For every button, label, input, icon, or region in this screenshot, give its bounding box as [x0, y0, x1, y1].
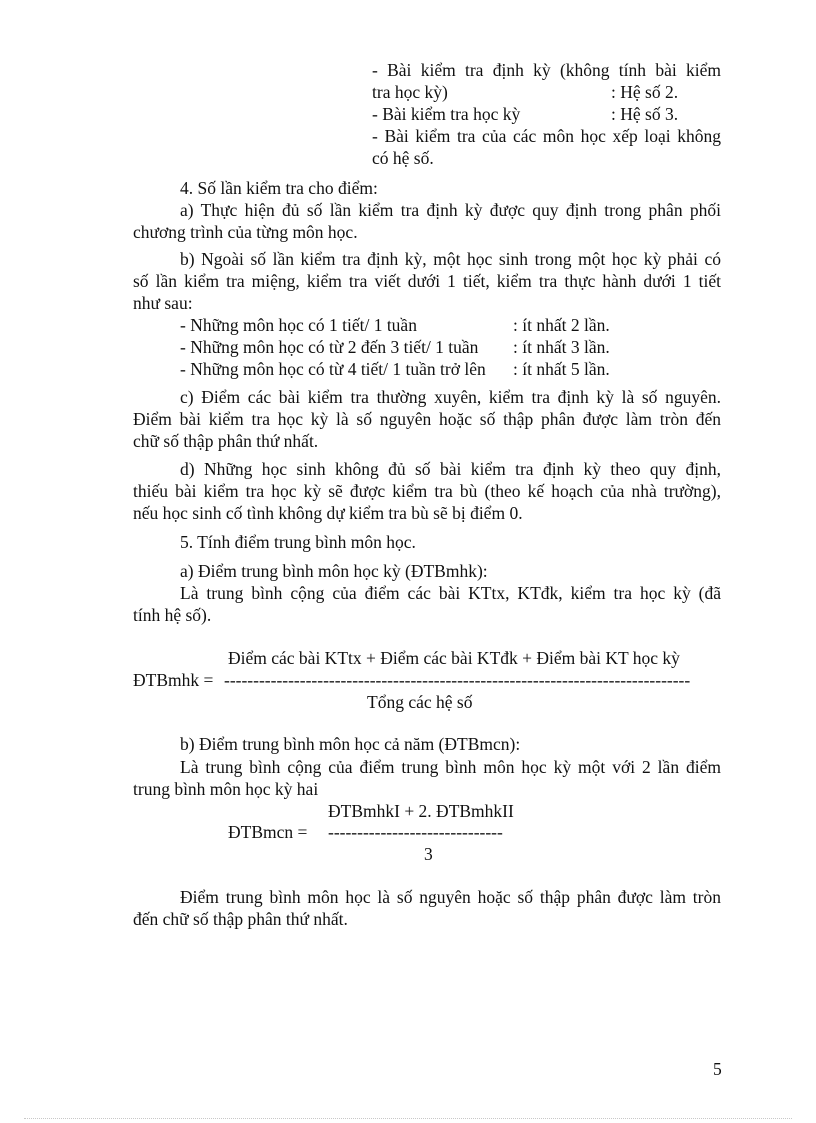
list-item-periodic-test-cont: tra học kỳ)	[372, 82, 448, 102]
page-bottom-dotted-rule	[24, 1118, 792, 1119]
rule-subject: - Những môn học có từ 4 tiết/ 1 tuần trở lên	[180, 359, 486, 379]
formula-1-numerator: Điểm các bài KTtx + Điểm các bài KTđk + Điểm bài KT học kỳ	[228, 648, 680, 668]
section-5-heading: 5. Tính điểm trung bình môn học.	[180, 532, 416, 552]
rule-count: : ít nhất 3 lần.	[513, 337, 610, 357]
section-5a-heading: a) Điểm trung bình môn học kỳ (ĐTBmhk):	[180, 561, 488, 581]
rule-count: : ít nhất 5 lần.	[513, 359, 610, 379]
section-4c-line: Điểm bài kiểm tra học kỳ là số nguyên hoặc số thập phân được làm tròn đến	[133, 409, 721, 429]
section-4a-line: chương trình của từng môn học.	[133, 222, 358, 242]
page-number: 5	[713, 1059, 722, 1079]
formula-2-lhs: ĐTBmcn =	[228, 822, 308, 842]
rule-count: : ít nhất 2 lần.	[513, 315, 610, 335]
section-5b-line: trung bình môn học kỳ hai	[133, 779, 319, 799]
section-4c-line: c) Điểm các bài kiểm tra thường xuyên, kiểm tra định kỳ là số nguyên.	[180, 387, 721, 407]
section-4-heading: 4. Số lần kiểm tra cho điểm:	[180, 178, 378, 198]
list-item-periodic-test: - Bài kiểm tra định kỳ (không tính bài kiểm	[372, 60, 721, 80]
section-5a-line: tính hệ số).	[133, 605, 212, 625]
section-4b-line: b) Ngoài số lần kiểm tra định kỳ, một học sinh trong một học kỳ phải có	[180, 249, 721, 269]
section-5a-line: Là trung bình cộng của điểm các bài KTtx, KTđk, kiểm tra học kỳ (đã	[180, 583, 721, 603]
section-4d-line: d) Những học sinh không đủ số bài kiểm tra định kỳ theo quy định,	[180, 459, 721, 479]
section-4b-line: như sau:	[133, 293, 193, 313]
list-item-ranked-subjects-cont: có hệ số.	[372, 148, 434, 168]
formula-2-denominator: 3	[424, 844, 433, 864]
formula-1-fraction-bar: --------------------------------------------------------------------------------	[224, 670, 690, 690]
formula-1-lhs: ĐTBmhk =	[133, 670, 214, 690]
section-4a-line: a) Thực hiện đủ số lần kiểm tra định kỳ được quy định trong phân phối	[180, 200, 721, 220]
section-4d-line: nếu học sinh cố tình không dự kiểm tra bù sẽ bị điểm 0.	[133, 503, 523, 523]
rule-subject: - Những môn học có từ 2 đến 3 tiết/ 1 tuần	[180, 337, 479, 357]
coefficient-3: : Hệ số 3.	[611, 104, 679, 124]
section-4b-line: số lần kiểm tra miệng, kiểm tra viết dưới 1 tiết, kiểm tra thực hành dưới 1 tiết	[133, 271, 721, 291]
final-paragraph-line: đến chữ số thập phân thứ nhất.	[133, 909, 348, 929]
section-5b-heading: b) Điểm trung bình môn học cả năm (ĐTBmcn):	[180, 734, 521, 754]
rule-subject: - Những môn học có 1 tiết/ 1 tuần	[180, 315, 417, 335]
formula-2-fraction-bar: ------------------------------	[328, 822, 503, 842]
formula-2-numerator: ĐTBmhkI + 2. ĐTBmhkII	[328, 801, 514, 821]
section-4c-line: chữ số thập phân thứ nhất.	[133, 431, 319, 451]
coefficient-2: : Hệ số 2.	[611, 82, 679, 102]
list-item-ranked-subjects: - Bài kiểm tra của các môn học xếp loại không	[372, 126, 721, 146]
section-5b-line: Là trung bình cộng của điểm trung bình môn học kỳ một với 2 lần điểm	[180, 757, 721, 777]
section-4d-line: thiếu bài kiểm tra học kỳ sẽ được kiểm tra bù (theo kế hoạch của nhà trường),	[133, 481, 721, 501]
list-item-semester-test: - Bài kiểm tra học kỳ	[372, 104, 521, 124]
final-paragraph-line: Điểm trung bình môn học là số nguyên hoặc số thập phân được làm tròn	[180, 887, 721, 907]
formula-1-denominator: Tổng các hệ số	[367, 692, 473, 712]
